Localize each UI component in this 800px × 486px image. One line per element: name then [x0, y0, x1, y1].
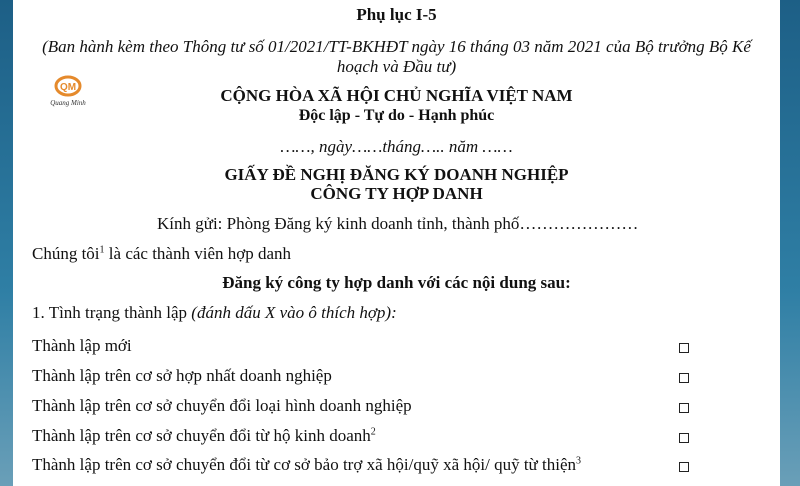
item1-line — [32, 303, 397, 323]
issued-by-line-1: (Ban hành kèm theo Thông tư số 01/2021/TT-BKHĐT ngày 16 tháng 03 năm 2021 của Bộ trưởng Bộ Kế — [42, 37, 751, 56]
option-label — [32, 366, 332, 386]
item1-hint: (đánh dấu X vào ô thích hợp): — [191, 303, 397, 322]
option-label — [32, 426, 376, 446]
option-label — [32, 455, 581, 475]
option-checkbox[interactable] — [679, 343, 689, 353]
issued-by-line-2: hoạch và Đầu tư) — [336, 57, 457, 76]
item1-label: 1. Tình trạng thành lập — [32, 303, 192, 322]
option-checkbox[interactable] — [679, 373, 689, 383]
document-page — [13, 0, 780, 486]
option-text: Thành lập trên cơ sở chuyển đổi từ hộ kinh doanh — [32, 426, 371, 445]
footnote-ref: 1 — [99, 244, 105, 256]
nation-header: CỘNG HÒA XÃ HỘI CHỦ NGHĨA VIỆT NAM — [220, 86, 573, 105]
footnote-ref: 2 — [370, 426, 376, 438]
svg-text:Quang Minh: Quang Minh — [50, 99, 86, 107]
document-title-2: CÔNG TY HỢP DANH — [310, 184, 483, 203]
option-text: Thành lập mới — [32, 336, 132, 355]
footnote-ref: 3 — [576, 455, 581, 467]
option-text: Thành lập trên cơ sở chuyển đổi từ cơ sở bảo trợ xã hội/quỹ xã hội/ quỹ từ thiện — [32, 455, 576, 474]
intro-rest: là các thành viên hợp danh — [104, 244, 292, 263]
intro-line — [32, 244, 291, 264]
recipient-line: Kính gửi: Phòng Đăng ký kinh doanh tỉnh, thành phố………………… — [157, 214, 639, 233]
option-label — [32, 336, 132, 356]
date-line: ……, ngày……tháng….. năm …… — [280, 137, 513, 156]
motto: Độc lập - Tự do - Hạnh phúc — [298, 107, 495, 124]
svg-text:QM: QM — [59, 82, 77, 93]
option-checkbox[interactable] — [679, 433, 689, 443]
option-label — [32, 396, 412, 416]
option-text: Thành lập trên cơ sở hợp nhất doanh nghiệp — [32, 366, 332, 385]
document-title-1: GIẤY ĐỀ NGHỊ ĐĂNG KÝ DOANH NGHIỆP — [224, 165, 569, 184]
section-heading: Đăng ký công ty hợp danh với các nội dung sau: — [222, 273, 571, 292]
option-checkbox[interactable] — [679, 462, 689, 472]
option-checkbox[interactable] — [679, 403, 689, 413]
appendix-title: Phụ lục I-5 — [356, 5, 437, 24]
option-text: Thành lập trên cơ sở chuyển đổi loại hình doanh nghiệp — [32, 396, 412, 415]
intro-text: Chúng tôi — [32, 244, 100, 263]
